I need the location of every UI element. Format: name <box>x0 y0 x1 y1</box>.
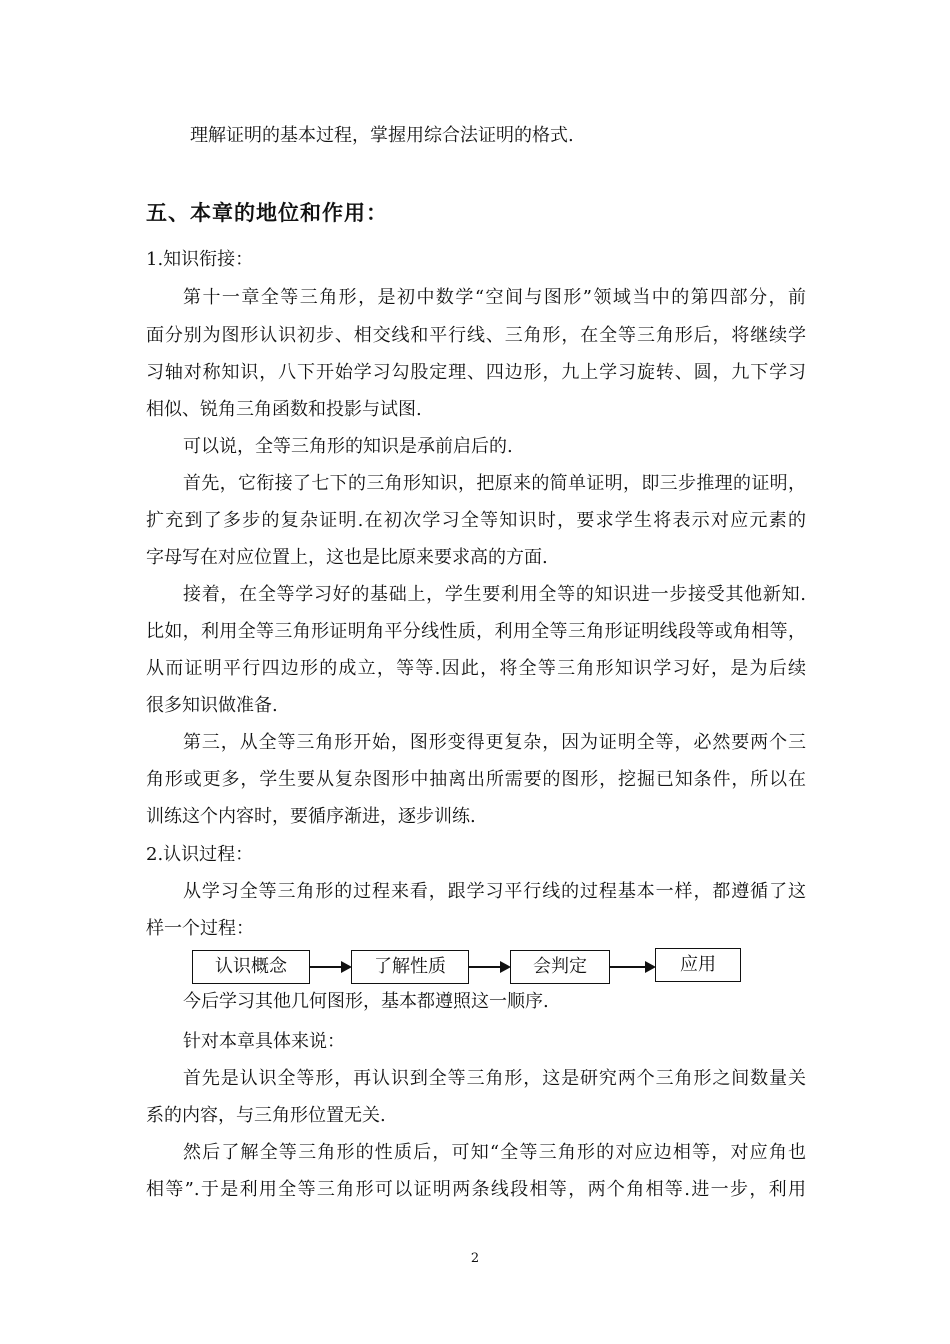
subheading-process: 2.认识过程： <box>146 844 254 865</box>
flow-step-4: 应用 <box>655 948 741 982</box>
paragraph-line: 从而证明平行四边形的成立，等等.因此，将全等三角形知识学习好，是为后续 <box>146 658 806 679</box>
paragraph-line: 从学习全等三角形的过程来看，跟学习平行线的过程基本一样，都遵循了这 <box>183 881 806 902</box>
arrow-icon <box>310 966 350 968</box>
section-heading: 五、本章的地位和作用： <box>146 201 388 225</box>
paragraph-line: 今后学习其他几何图形，基本都遵照这一顺序. <box>183 991 549 1012</box>
paragraph-line: 相等”.于是利用全等三角形可以证明两条线段相等，两个角相等.进一步，利用 <box>146 1179 806 1200</box>
paragraph-line: 习轴对称知识，八下开始学习勾股定理、四边形，九上学习旋转、圆，九下学习 <box>146 362 806 383</box>
flow-step-3: 会判定 <box>510 950 610 984</box>
intro-line: 理解证明的基本过程，掌握用综合法证明的格式. <box>190 125 574 146</box>
page-number: 2 <box>470 1251 480 1266</box>
paragraph-line: 样一个过程： <box>146 918 254 939</box>
flow-step-2: 了解性质 <box>351 950 469 984</box>
paragraph-line: 第三，从全等三角形开始，图形变得更复杂，因为证明全等，必然要两个三 <box>183 732 806 753</box>
paragraph-line: 第十一章全等三角形，是初中数学“空间与图形”领域当中的第四部分，前 <box>183 287 806 308</box>
paragraph-line: 针对本章具体来说： <box>183 1031 345 1052</box>
paragraph-line: 然后了解全等三角形的性质后，可知“全等三角形的对应边相等，对应角也 <box>183 1142 806 1163</box>
arrow-icon <box>610 966 654 968</box>
paragraph-line: 系的内容，与三角形位置无关. <box>146 1105 386 1126</box>
paragraph-line: 首先，它衔接了七下的三角形知识，把原来的简单证明，即三步推理的证明， <box>183 473 806 494</box>
paragraph-line: 很多知识做准备. <box>146 695 278 716</box>
paragraph-line: 面分别为图形认识初步、相交线和平行线、三角形，在全等三角形后，将继续学 <box>146 325 806 346</box>
paragraph-line: 比如，利用全等三角形证明角平分线性质，利用全等三角形证明线段等或角相等， <box>146 621 806 642</box>
paragraph-line: 训练这个内容时，要循序渐进，逐步训练. <box>146 806 476 827</box>
arrow-icon <box>469 966 509 968</box>
paragraph-line: 角形或更多，学生要从复杂图形中抽离出所需要的图形，挖掘已知条件，所以在 <box>146 769 806 790</box>
paragraph-line: 首先是认识全等形，再认识到全等三角形，这是研究两个三角形之间数量关 <box>183 1068 806 1089</box>
paragraph-line: 扩充到了多步的复杂证明.在初次学习全等知识时，要求学生将表示对应元素的 <box>146 510 806 531</box>
paragraph-line: 接着，在全等学习好的基础上，学生要利用全等的知识进一步接受其他新知. <box>183 584 806 605</box>
paragraph-line: 字母写在对应位置上，这也是比原来要求高的方面. <box>146 547 548 568</box>
flow-step-1: 认识概念 <box>192 950 310 984</box>
paragraph-line: 可以说，全等三角形的知识是承前启后的. <box>183 436 513 457</box>
paragraph-line: 相似、锐角三角函数和投影与试图. <box>146 399 422 420</box>
subheading-knowledge: 1.知识衔接： <box>146 249 254 270</box>
